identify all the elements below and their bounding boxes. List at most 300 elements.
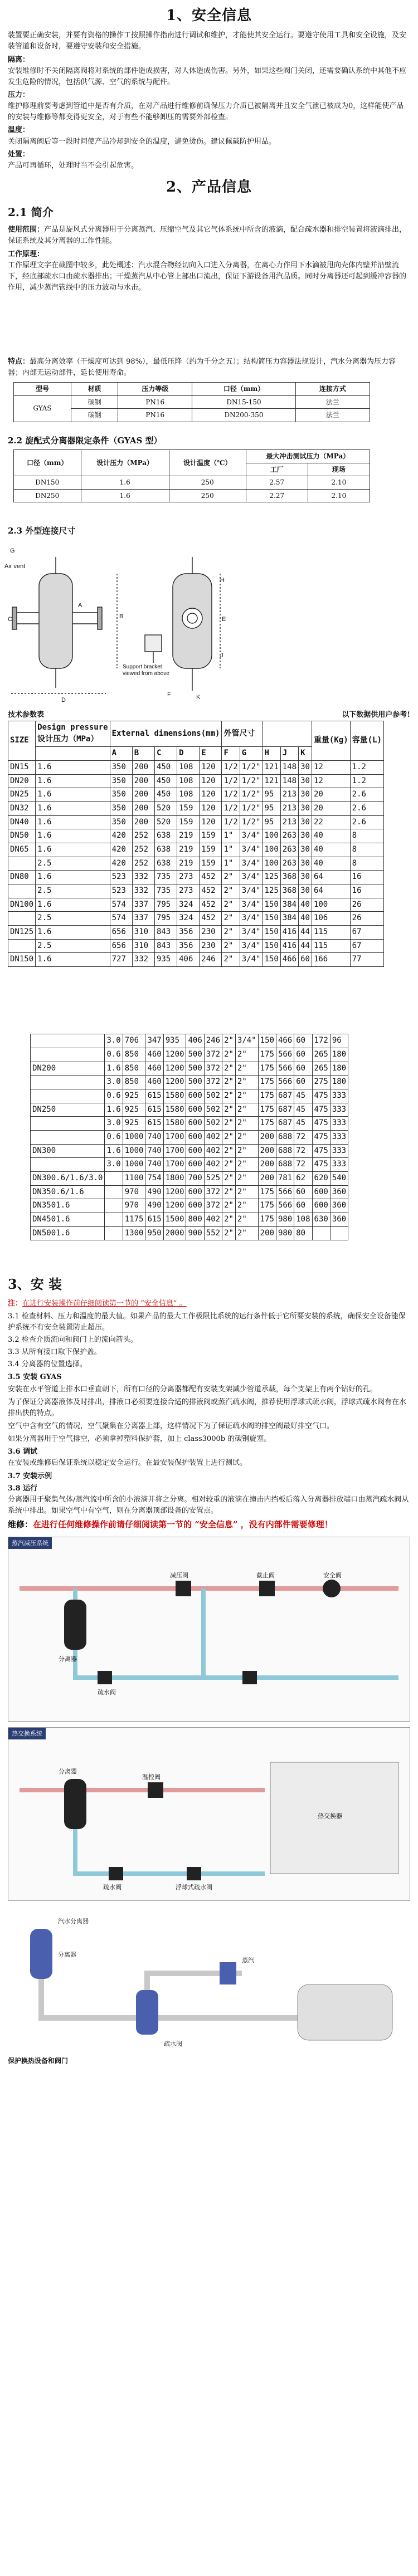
th: 型号: [14, 382, 71, 395]
safety-item-text: 安装维修时不关闭隔离阀将对系统的部件造成损害，对人体造成伤害。另外，如果这些阀门关闭，还需要确认系统中其他不应发生危险的情况，包括供气源、空气的系统与配件。: [8, 66, 407, 86]
list-item: 3.5 安装 GYAS: [8, 1372, 62, 1381]
table-cell: 925: [123, 1089, 145, 1103]
table-cell: 1.6: [36, 815, 110, 829]
table-cell: 600: [312, 1185, 330, 1199]
table-cell: 44: [299, 926, 312, 940]
table-cell: 360: [330, 1213, 348, 1227]
table-row: [31, 1172, 348, 1186]
table-cell: 150: [263, 953, 280, 967]
table-row: [31, 1130, 348, 1144]
table-cell: 8: [350, 829, 383, 843]
table-cell: 100: [312, 898, 350, 912]
th: F: [222, 747, 240, 761]
table-cell: 80: [294, 1226, 312, 1240]
table-cell: 466: [276, 1034, 294, 1048]
table-cell: 406: [177, 953, 200, 967]
table-cell: 332: [132, 884, 154, 898]
table-cell: 30: [299, 829, 312, 843]
th-weight: 重量(Kg): [312, 721, 350, 760]
table-cell: 843: [154, 926, 177, 940]
table-cell: 574: [110, 898, 132, 912]
td: 法兰: [295, 395, 370, 409]
table-cell: 372: [204, 1048, 222, 1062]
usage-head: 使用范围：: [8, 226, 45, 234]
table-cell: [105, 1172, 123, 1186]
table-cell: 64: [312, 871, 350, 884]
intro-title: 2.1 简介: [8, 206, 54, 219]
table-row: [31, 1158, 348, 1172]
table-cell: 64: [312, 884, 350, 898]
table-cell: 1/2": [240, 788, 263, 802]
table-cell: 106: [312, 912, 350, 926]
table-cell: 687: [276, 1103, 294, 1117]
table-cell: 520: [154, 815, 177, 829]
table-cell: 2": [222, 1103, 236, 1117]
table-cell: [105, 1213, 123, 1227]
table-cell: 1100: [123, 1172, 145, 1186]
table-row: [31, 1185, 348, 1199]
table-cell: 600: [186, 1185, 204, 1199]
table-cell: 490: [145, 1199, 163, 1213]
table-row: [8, 926, 384, 940]
table-cell: 2.6: [350, 801, 383, 815]
th: G: [240, 747, 263, 761]
table-cell: 148: [280, 760, 298, 774]
table-cell: 16: [350, 884, 383, 898]
table-cell: 2": [235, 1226, 258, 1240]
table-cell: 475: [312, 1144, 330, 1158]
flow-label: 截止阀: [256, 1572, 275, 1579]
table-row: [31, 1213, 348, 1227]
table-cell: 60: [294, 1199, 312, 1213]
table-header-row: [8, 721, 384, 746]
table-cell: 2": [222, 1048, 236, 1062]
table-cell: 40: [312, 829, 350, 843]
table-row: [31, 1144, 348, 1158]
td: 碳钢: [71, 409, 118, 422]
table-cell: 230: [200, 939, 222, 953]
table-cell: 402: [204, 1158, 222, 1172]
table-cell: 3/4": [240, 829, 263, 843]
th: J: [280, 747, 298, 761]
table-cell: 333: [330, 1103, 348, 1117]
limits-title: 2.2 旋配式分离器限定条件（GYAS 型）: [8, 435, 162, 446]
table-row: [31, 1076, 348, 1089]
table-cell: 452: [200, 912, 222, 926]
table-cell: [8, 939, 36, 953]
flow-label: 疏水阀: [164, 2041, 182, 2048]
th: 现场: [308, 463, 370, 476]
install-title: 3、安 装: [8, 1276, 62, 1293]
table-cell: 372: [204, 1199, 222, 1213]
table-row: [31, 1089, 348, 1103]
flow-drawing-1: [8, 1549, 410, 1717]
table-cell: 2": [235, 1076, 258, 1089]
th: 设计温度（℃）: [169, 450, 246, 476]
table-cell: 795: [154, 898, 177, 912]
table-cell: 60: [294, 1034, 312, 1048]
table-cell: 324: [177, 898, 200, 912]
table-cell: 0.6: [105, 1048, 123, 1062]
table-cell: 450: [154, 774, 177, 788]
table-cell: 935: [163, 1034, 186, 1048]
p35d: 如果分离器用于空气排空，必须拿掉塑料保护套，加上 class3000b 的碳钢旋塞。: [8, 1435, 271, 1444]
table-cell: 2": [222, 1089, 236, 1103]
th: 设计压力（MPa）: [81, 450, 169, 476]
table-cell: 1.6: [36, 953, 110, 967]
table-cell: 175: [258, 1213, 276, 1227]
table-cell: 200: [132, 760, 154, 774]
th-outer: 外管尺寸: [222, 721, 263, 746]
table-cell: 420: [110, 843, 132, 857]
table-cell: 850: [123, 1048, 145, 1062]
table-cell: 384: [280, 912, 298, 926]
table-cell: 40: [312, 843, 350, 857]
th: A: [110, 747, 132, 761]
td: PN16: [118, 395, 192, 409]
table-cell: 30: [299, 871, 312, 884]
table-cell: 120: [200, 788, 222, 802]
table-cell: 475: [312, 1117, 330, 1131]
table-cell: 460: [145, 1048, 163, 1062]
table-cell: 3/4": [240, 912, 263, 926]
table-cell: 2": [235, 1144, 258, 1158]
table-cell: 1580: [163, 1117, 186, 1131]
label-c: C: [8, 615, 12, 623]
safety-intro: 装置要正确安装，并要有资格的操作工按照操作指南进行调试和维护，才能使其安全运行。要遵守使用工具和安全设施，及安装管道和设备时，要遵守安装和安全措施。: [8, 31, 407, 51]
table-cell: 108: [294, 1213, 312, 1227]
spacer: [8, 967, 410, 1034]
table-cell: 175: [258, 1103, 276, 1117]
table-cell: 200: [258, 1158, 276, 1172]
table-cell: 1": [222, 843, 240, 857]
table-row: [14, 476, 370, 490]
table-cell: 175: [258, 1048, 276, 1062]
table-cell: 754: [145, 1172, 163, 1186]
table-cell: 740: [145, 1158, 163, 1172]
table-cell: 125: [263, 871, 280, 884]
feature-text: 最高分离效率（干燥度可达到 98%），最低压降（约为千分之五）；结构简压力容器法规设计，汽水分离器为压力容器；内部无运动部件，延长使用寿命。: [8, 357, 396, 377]
table-row: [8, 843, 384, 857]
table-cell: 72: [294, 1158, 312, 1172]
table-cell: 1.6: [36, 871, 110, 884]
th: 材质: [71, 382, 118, 395]
td: 2.10: [308, 476, 370, 490]
table-cell: 372: [204, 1062, 222, 1076]
table-cell: 200: [132, 774, 154, 788]
op-title: 3.7 安装示例: [8, 1472, 52, 1480]
dims-table-section: [0, 710, 418, 1241]
table-cell: 3.0: [105, 1034, 123, 1048]
table-cell: 8: [350, 857, 383, 871]
table-cell: 600: [186, 1089, 204, 1103]
table-cell: 850: [123, 1062, 145, 1076]
table-cell: 900: [186, 1226, 204, 1240]
table-cell: 970: [123, 1199, 145, 1213]
table-cell: 263: [280, 829, 298, 843]
table-cell: 60: [294, 1185, 312, 1199]
table-cell: 402: [204, 1144, 222, 1158]
table-cell: 252: [132, 843, 154, 857]
table-cell: 96: [330, 1034, 348, 1048]
table-cell: 525: [204, 1172, 222, 1186]
table-cell: 360: [330, 1199, 348, 1213]
th: K: [299, 747, 312, 761]
safety-item-head: 压力：: [8, 91, 30, 99]
table-cell: 2": [222, 953, 240, 967]
table-cell: 2": [222, 1226, 236, 1240]
th: B: [132, 747, 154, 761]
table-cell: DN150: [8, 953, 36, 967]
table-cell: 0.6: [105, 1089, 123, 1103]
table-cell: 2.6: [350, 815, 383, 829]
table-cell: 615: [145, 1213, 163, 1227]
table-cell: 2": [235, 1213, 258, 1227]
table-cell: 2": [235, 1117, 258, 1131]
table-cell: 246: [204, 1034, 222, 1048]
table-cell: 20: [312, 788, 350, 802]
table-cell: 175: [258, 1117, 276, 1131]
table-cell: 3/4": [240, 857, 263, 871]
table-cell: DN20: [8, 774, 36, 788]
table-cell: 26: [350, 912, 383, 926]
table-cell: 275: [312, 1076, 330, 1089]
table-cell: 172: [312, 1034, 330, 1048]
table-cell: 2": [235, 1199, 258, 1213]
table-cell: 620: [312, 1172, 330, 1186]
table-cell: 600: [186, 1158, 204, 1172]
table-cell: DN32: [8, 801, 36, 815]
table-cell: 44: [299, 939, 312, 953]
table-cell: 980: [276, 1213, 294, 1227]
table-cell: 67: [350, 926, 383, 940]
td: 1.6: [81, 489, 169, 502]
table-cell: DN300: [31, 1144, 105, 1158]
table-cell: 700: [186, 1172, 204, 1186]
table-cell: 72: [294, 1144, 312, 1158]
th: 口径（mm）: [14, 450, 81, 476]
table-cell: 843: [154, 939, 177, 953]
th: 口径（mm）: [192, 382, 295, 395]
table-cell: 3/4": [240, 843, 263, 857]
table-cell: 3.0: [105, 1158, 123, 1172]
flow-label: 热交换器: [318, 1812, 342, 1820]
table-cell: 475: [312, 1103, 330, 1117]
table-cell: 402: [204, 1213, 222, 1227]
td: DN15-150: [192, 395, 295, 409]
table-cell: 1175: [123, 1213, 145, 1227]
table-row: [8, 953, 384, 967]
table-cell: 265: [312, 1062, 330, 1076]
list-item: 3.4 分离器的位置选择。: [8, 1360, 87, 1369]
p36-head: 3.6 调试: [8, 1448, 38, 1456]
safety-item-head: 隔离：: [8, 55, 30, 64]
table-cell: 2.5: [36, 939, 110, 953]
table-cell: 384: [280, 898, 298, 912]
table-row: [8, 815, 384, 829]
table-row: [31, 1034, 348, 1048]
footer-caption: 保护换热设备和阀门: [8, 2056, 69, 2065]
table-cell: 372: [204, 1076, 222, 1089]
table-cell: 615: [145, 1089, 163, 1103]
table-cell: 687: [276, 1089, 294, 1103]
p38: 分离器用于聚集气体/蒸汽流中所含的小液滴并将之分离。相对较重的液滴在撞击内挡板后落入分离器排放端口由蒸汽疏水阀从系统中排出。如果空气中有空气，则在分离器顶部设备的安置点。: [8, 1495, 409, 1516]
table-cell: 970: [123, 1185, 145, 1199]
table-cell: 333: [330, 1130, 348, 1144]
table-cell: 20: [312, 801, 350, 815]
table-cell: 115: [312, 926, 350, 940]
table-cell: 219: [177, 843, 200, 857]
table-cell: 2.5: [36, 912, 110, 926]
table-cell: 150: [263, 926, 280, 940]
table-cell: DN300.6/1.6/3.0: [31, 1172, 105, 1186]
table-cell: 1/2: [222, 788, 240, 802]
table-cell: 200: [258, 1172, 276, 1186]
td: 250: [169, 489, 246, 502]
th-size: SIZE: [8, 721, 36, 760]
safety-item-text: 维护修理前要考虑到管道中是否有介质，在对产品进行维修前确保压力介质已被隔离并且安全气泄已被成为0，这样能使产品的安装与维修等都变得更安全，对于有些不能够卸压的需要外部检查。: [8, 102, 404, 122]
table-cell: 368: [280, 871, 298, 884]
dims-table-2: [30, 1034, 348, 1240]
th: D: [177, 747, 200, 761]
model-table: [13, 382, 370, 422]
table-cell: 108: [177, 774, 200, 788]
table-cell: DN3501.6: [31, 1199, 105, 1213]
flow-label: 汽水分离器: [58, 1918, 89, 1925]
table-cell: 175: [258, 1062, 276, 1076]
table-row: [8, 857, 384, 871]
table-cell: 30: [299, 760, 312, 774]
table-cell: 115: [312, 939, 350, 953]
install-warn: 在进行安装操作前仔细阅读第一节的 “安全信息” 。: [22, 1299, 187, 1308]
table-cell: 656: [110, 926, 132, 940]
p35: 安装在水平管道上排水口垂直朝下，所有口径的分离器都配有安装支架减少管道承载，每个支架上有两个钻好的孔。: [8, 1385, 378, 1394]
table-cell: 2": [235, 1048, 258, 1062]
table-cell: 502: [204, 1117, 222, 1131]
table-cell: 332: [132, 871, 154, 884]
table-cell: 40: [299, 912, 312, 926]
install-list: [8, 1311, 410, 1383]
table-cell: 350: [110, 774, 132, 788]
flow-label: 安全阀: [323, 1572, 342, 1579]
table-cell: 45: [294, 1089, 312, 1103]
label-g: G: [10, 547, 15, 554]
table-cell: 2": [222, 939, 240, 953]
table-cell: 219: [177, 857, 200, 871]
table-cell: 30: [299, 788, 312, 802]
table-cell: 1200: [163, 1185, 186, 1199]
table-cell: 1/2": [240, 801, 263, 815]
dims-note-right: 以下数据供用户参考!: [342, 710, 410, 719]
table-row: [8, 912, 384, 926]
table-cell: 2": [235, 1062, 258, 1076]
table-cell: 30: [299, 801, 312, 815]
table-cell: 1.6: [36, 801, 110, 815]
table-row: [31, 1103, 348, 1117]
table-cell: [312, 1226, 330, 1240]
maint-head: 维修：: [8, 1519, 33, 1530]
table-cell: 337: [132, 898, 154, 912]
flow-label: 疏水阀: [98, 1689, 116, 1696]
th-design-cn: 设计压力（MPa）: [37, 735, 99, 744]
table-cell: 333: [330, 1089, 348, 1103]
table-cell: 1.6: [36, 898, 110, 912]
table-cell: 26: [350, 898, 383, 912]
table-cell: 500: [186, 1062, 204, 1076]
table-cell: 175: [258, 1199, 276, 1213]
table-cell: 925: [123, 1117, 145, 1131]
table-cell: 3.0: [105, 1076, 123, 1089]
table-cell: DN5001.6: [31, 1226, 105, 1240]
flow-label: 分离器: [59, 1655, 77, 1663]
table-cell: DN250: [31, 1103, 105, 1117]
table-cell: 200: [258, 1226, 276, 1240]
td: 1.6: [81, 476, 169, 490]
table-cell: 2": [222, 898, 240, 912]
table-cell: 12: [312, 774, 350, 788]
table-cell: 2": [222, 1172, 236, 1186]
table-cell: 310: [132, 926, 154, 940]
table-cell: 2": [222, 1158, 236, 1172]
th: H: [263, 747, 280, 761]
table-cell: 3/4": [240, 884, 263, 898]
table-row: [8, 898, 384, 912]
table-cell: 2": [235, 1103, 258, 1117]
th: E: [200, 747, 222, 761]
table-cell: 1200: [163, 1062, 186, 1076]
table-cell: 40: [299, 898, 312, 912]
table-cell: 2": [222, 1076, 236, 1089]
table-cell: 735: [154, 871, 177, 884]
separator-drawing: [0, 540, 418, 707]
td: 法兰: [295, 409, 370, 422]
table-cell: 159: [177, 801, 200, 815]
table-cell: 450: [154, 788, 177, 802]
list-item: 3.3 从所有接口取下保护盖。: [8, 1348, 101, 1357]
table-cell: DN4501.6: [31, 1213, 105, 1227]
label-j: J: [220, 652, 223, 659]
table-cell: 368: [280, 884, 298, 898]
td: 2.57: [246, 476, 308, 490]
table-cell: 120: [200, 801, 222, 815]
td: PN16: [118, 409, 192, 422]
table-cell: DN50: [8, 829, 36, 843]
table-cell: 600: [186, 1144, 204, 1158]
table-cell: [105, 1185, 123, 1199]
table-cell: 1200: [163, 1199, 186, 1213]
table-cell: 2": [222, 1144, 236, 1158]
table-cell: 540: [330, 1172, 348, 1186]
table-row: [8, 801, 384, 815]
table-cell: [31, 1076, 105, 1089]
table-cell: 332: [132, 953, 154, 967]
table-cell: 452: [200, 884, 222, 898]
table-cell: 452: [200, 898, 222, 912]
table-cell: 1200: [163, 1076, 186, 1089]
table-cell: 735: [154, 884, 177, 898]
table-cell: [8, 884, 36, 898]
table-cell: 180: [330, 1076, 348, 1089]
table-cell: 740: [145, 1130, 163, 1144]
table-cell: 100: [263, 829, 280, 843]
table-cell: 795: [154, 912, 177, 926]
usage-text: 产品是旋风式分离器用于分离蒸汽、压缩空气及其它气体系统中所含的液滴，配合疏水器和排空装置将液滴排出，保证系统及其分离器的工作性能。: [8, 226, 407, 246]
feature-head: 特点：: [8, 357, 30, 366]
table-cell: 520: [154, 801, 177, 815]
safety-items: [8, 55, 410, 172]
table-cell: 3/4": [240, 898, 263, 912]
label-support: Support bracket viewed from above: [123, 663, 169, 677]
